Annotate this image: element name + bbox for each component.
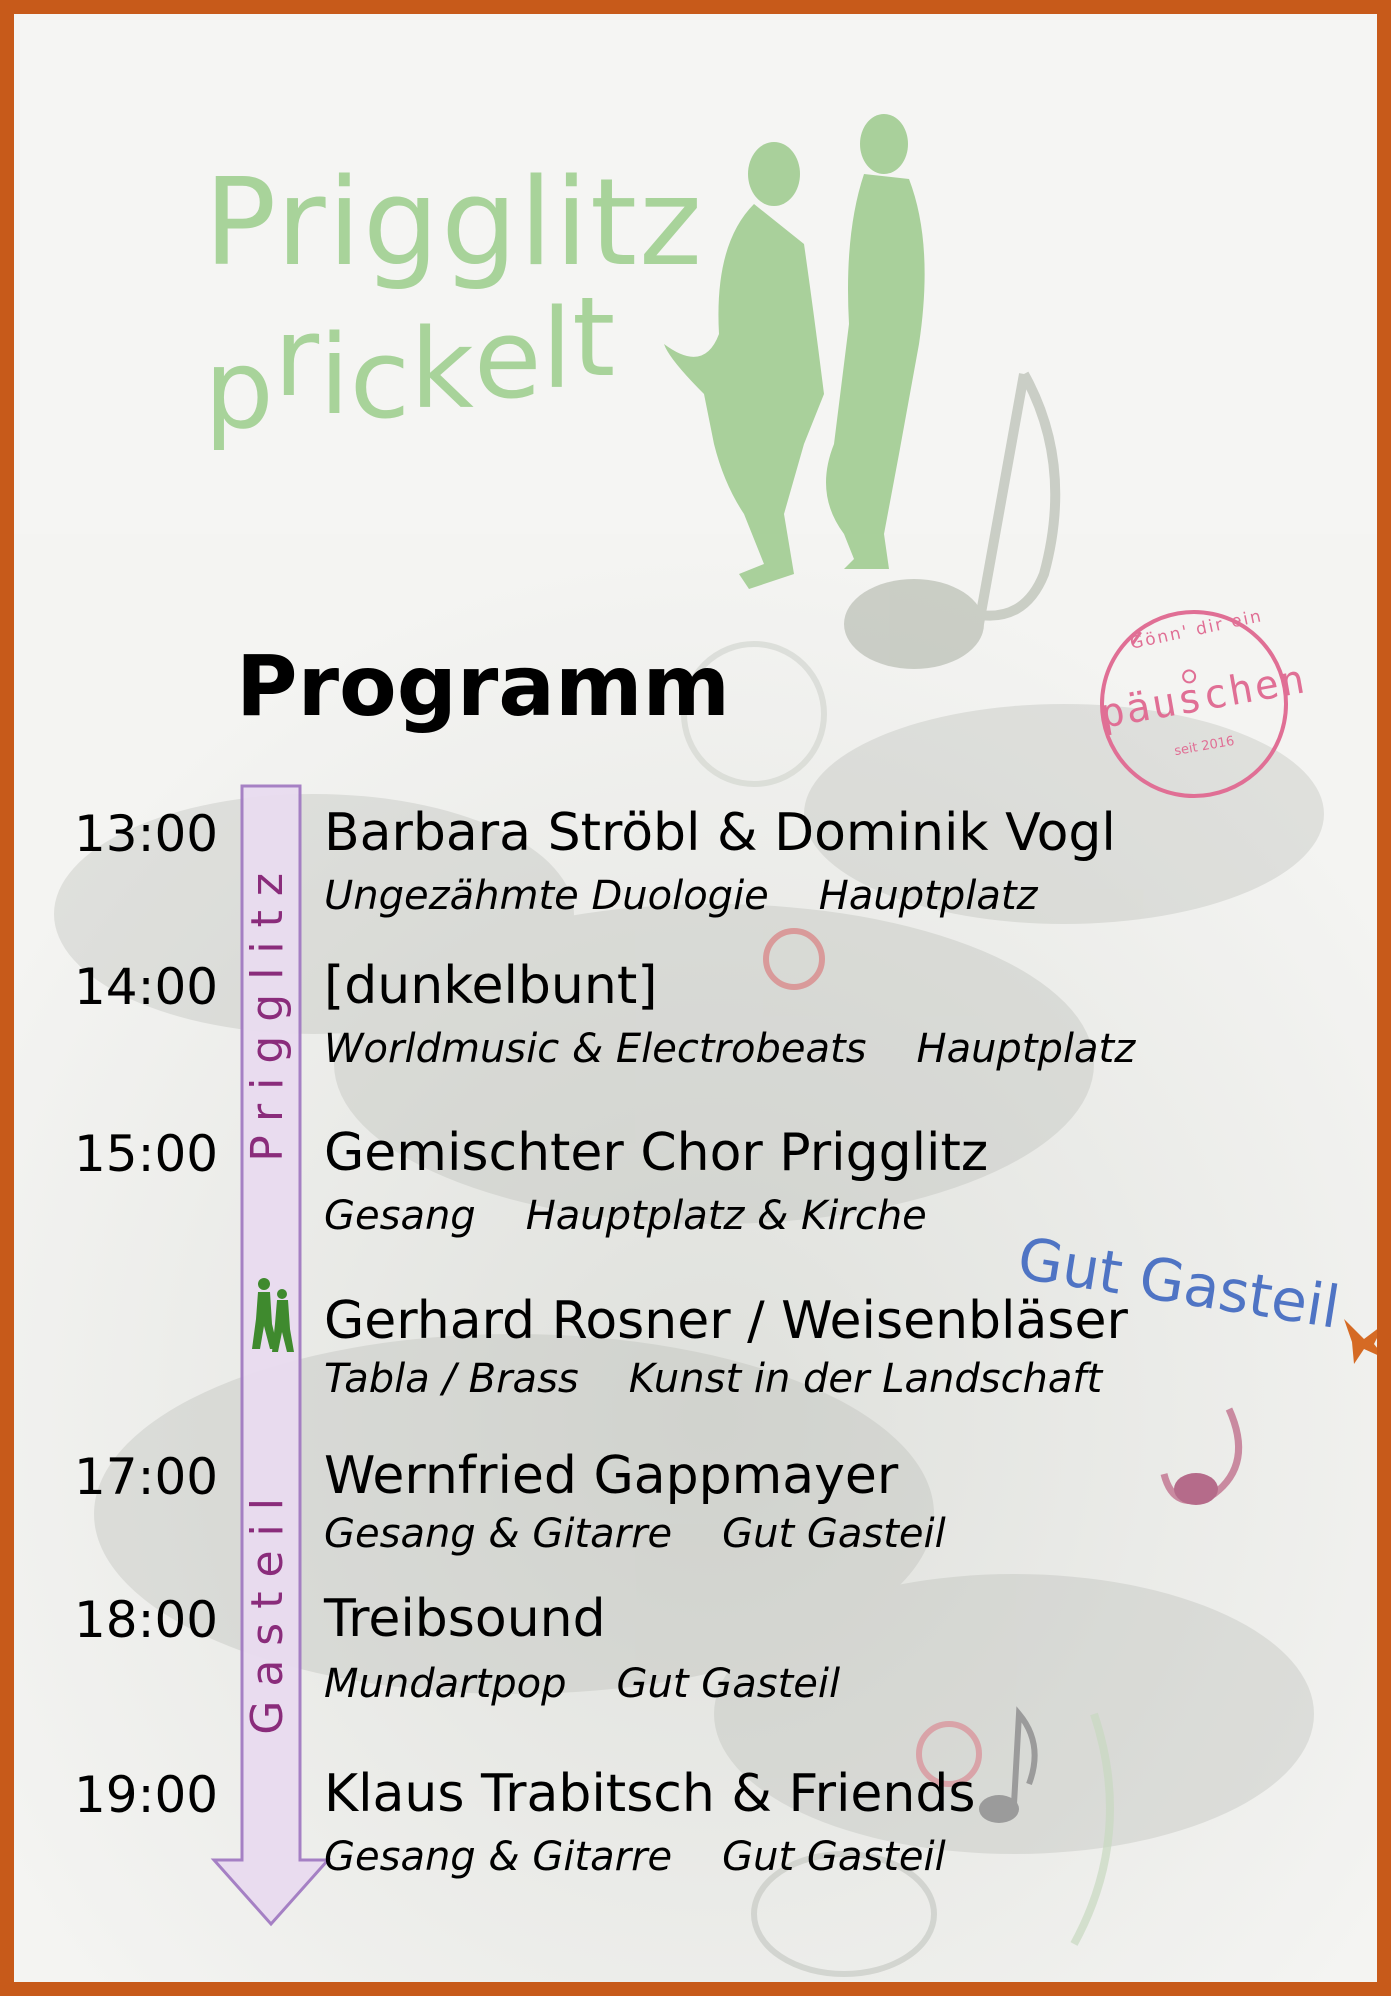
title-letter: p [204,325,274,453]
entry-location: Hauptplatz [916,1026,1136,1072]
entry-act: Klaus Trabitsch & Friends [324,1764,976,1824]
entry-location: Hauptplatz [818,873,1038,919]
entry-genre: Mundartpop [324,1661,567,1707]
entry-time: 17:00 [74,1448,219,1506]
entry-act: Gerhard Rosner / Weisenbläser [324,1291,1128,1351]
title-letter: t [572,273,616,401]
title-letter: l [541,285,573,413]
title-letter: r [273,293,320,421]
entry-act: Barbara Ströbl & Dominik Vogl [324,803,1116,863]
title-letter: i [319,311,350,439]
entry-genre: Gesang & Gitarre [324,1834,673,1880]
title-prigglitz: Prigglitz [204,154,704,293]
entry-details [324,1193,927,1239]
entry-time: 15:00 [74,1125,219,1183]
entry-location: Hauptplatz & Kirche [525,1193,927,1239]
entry-details [324,1511,946,1557]
entry-genre: Gesang [324,1193,476,1239]
title-letter: e [473,295,542,423]
entry-act: Treibsound [324,1589,606,1649]
entry-location: Gut Gasteil [616,1661,841,1707]
entry-details [324,1356,1103,1402]
entry-act: Wernfried Gappmayer [324,1446,899,1506]
entry-details [324,1834,946,1880]
entry-location: Gut Gasteil [722,1511,946,1557]
title-prickelt [204,273,616,453]
arrow-label-prigglitz: Prigglitz [242,859,293,1162]
stamp-top-text: Gönn' dir ein [1128,606,1265,654]
entry-genre: Ungezähmte Duologie [324,873,769,919]
entry-details [324,873,1038,919]
entry-details [324,1026,1136,1072]
entry-location: Kunst in der Landschaft [628,1356,1103,1402]
stamp-bottom-text: seit 2016 [1173,733,1236,760]
entry-time: 14:00 [74,958,219,1016]
entry-details [324,1661,841,1707]
title-letter: c [349,315,411,443]
entry-genre: Worldmusic & Electrobeats [324,1026,867,1072]
stamp-main-text: päuschen [1096,656,1311,738]
arrow-label-gasteil: Gasteil [242,1484,293,1735]
title-letter: k [410,305,474,433]
entry-act: Gemischter Chor Prigglitz [324,1123,989,1183]
entry-genre: Tabla / Brass [324,1356,579,1402]
program-heading: Programm [236,637,730,735]
entry-time: 19:00 [74,1766,219,1824]
entry-location: Gut Gasteil [722,1834,946,1880]
entry-act: [dunkelbunt] [324,956,658,1016]
entry-genre: Gesang & Gitarre [324,1511,673,1557]
gut-gasteil-logo: Gut Gasteil [1013,1224,1345,1342]
entry-time: 18:00 [74,1591,219,1649]
entry-time: 13:00 [74,805,219,863]
